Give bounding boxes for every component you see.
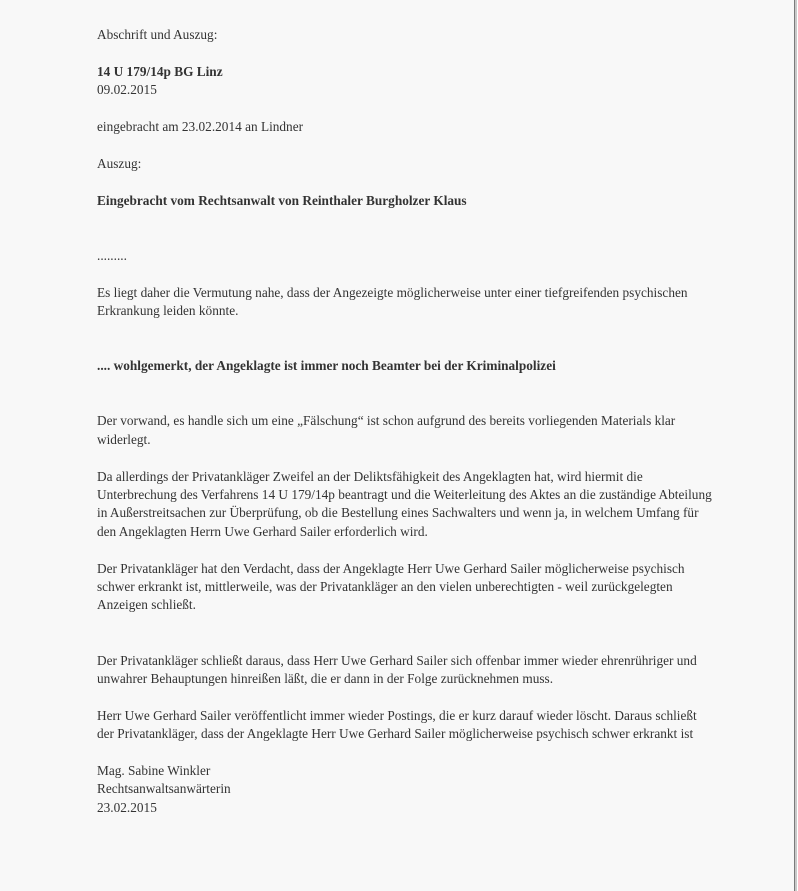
signature-name: Mag. Sabine Winkler — [97, 763, 211, 779]
paragraph-1: Es liegt daher die Vermutung nahe, dass der Angezeigte möglicherweise unter einer tiefgreifenden psychischen Erkrankung leiden könnte. — [97, 284, 688, 318]
spacer — [97, 136, 712, 154]
spacer — [97, 320, 712, 357]
signature-title: Rechtsanwaltsanwärterin — [97, 781, 231, 797]
signature-date: 23.02.2015 — [97, 799, 157, 815]
paragraph-6: Der Privatankläger schließt daraus, dass Herr Uwe Gerhard Sailer sich offenbar immer wieder ehrenrühriger und unwahrer Behauptungen hinreißen läßt, die er dann in der Folge zurücknehmen muss. — [97, 652, 697, 687]
document-heading: Abschrift und Auszug: — [97, 27, 218, 42]
case-number: 14 U 179/14p BG Linz — [97, 63, 223, 79]
spacer — [97, 449, 712, 467]
spacer — [97, 615, 712, 652]
submitted-by: Eingebracht vom Rechtsanwalt von Reinthaler Burgholzer Klaus — [97, 192, 467, 208]
paragraph-4: Da allerdings der Privatankläger Zweifel an der Deliktsfähigkeit des Angeklagten hat, wird hiermit die Unterbrechung des Verfahrens 14 U 179/14p beantragt und die Weiterleitung des Aktes an die zuständige Abteilung in Außerstreitsachen zur Überprüfung, ob die Bestellung eines Sachwalters und wenn ja, in welchem Umfang für den Angeklagten Herrn Uwe Gerhard Sailer erforderlich wird. — [97, 468, 712, 539]
spacer — [97, 688, 712, 706]
submitted-line: eingebracht am 23.02.2014 an Lindner — [97, 119, 304, 134]
spacer — [97, 44, 712, 62]
paragraph-5: Der Privatankläger hat den Verdacht, dass der Angeklagte Herr Uwe Gerhard Sailer möglicherweise psychisch schwer erkrankt ist, mittlerweile, was der Privatankläger an den vielen unberechtigten - weil zurückgelegten Anzeigen schließt. — [97, 560, 685, 613]
paragraph-3: Der vorwand, es handle sich um eine „Fälschung“ ist schon aufgrund des bereits vorliegenden Materials klar widerlegt. — [97, 413, 676, 447]
paragraph-2-emphasis: .... wohlgemerkt, der Angeklagte ist immer noch Beamter bei der Kriminalpolizei — [97, 358, 556, 374]
paragraph-7: Herr Uwe Gerhard Sailer veröffentlicht immer wieder Postings, die er kurz darauf wieder löscht. Daraus schließt der Privatankläger, dass der Angeklagte Herr Uwe Gerhard Sailer möglicherweise psychisch schwer erkrankt ist — [97, 707, 697, 742]
spacer — [97, 210, 712, 247]
document-date: 09.02.2015 — [97, 82, 157, 98]
spacer — [97, 265, 712, 283]
ellipsis: ......... — [97, 247, 127, 263]
spacer — [97, 541, 712, 559]
spacer — [97, 173, 712, 191]
spacer — [97, 100, 712, 118]
spacer — [97, 744, 712, 762]
spacer — [97, 376, 712, 413]
document-body — [97, 26, 712, 817]
excerpt-label: Auszug: — [97, 155, 142, 171]
